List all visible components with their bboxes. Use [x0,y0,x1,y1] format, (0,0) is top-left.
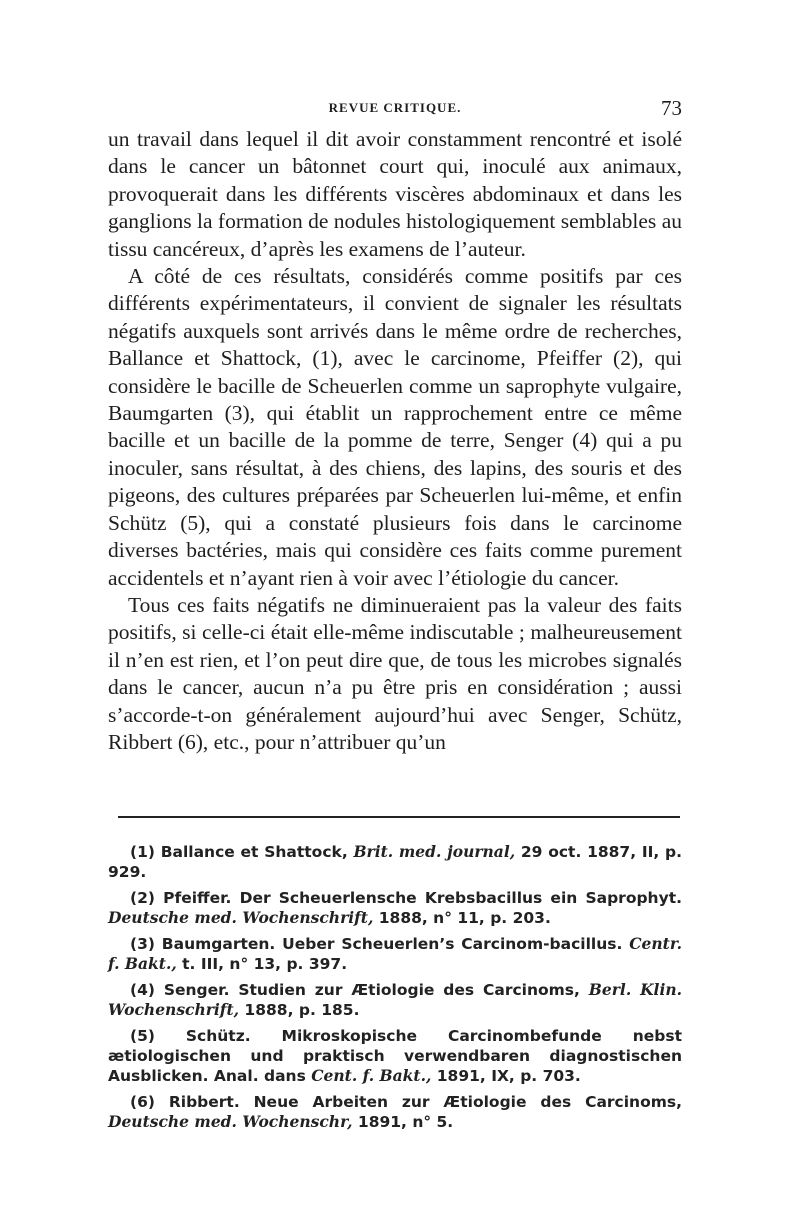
page-number: 73 [661,96,682,120]
paragraph-conclusion: Tous ces faits négatifs ne diminueraient pas la valeur des faits positifs, si celle-ci était elle-même indiscutable ; malheureusement il n’en est rien, et l’on peut dire que, de tous les microbes signalés dans le cancer, aucun n’a pu être pris en considération ; aussi s’accorde-t-on généralement aujourd’hui avec Senger, Schütz, Ribbert (6), etc., pour n’attribuer qu’un [108,592,682,754]
footnote-citation: 1888, p. 185. [239,1001,360,1019]
footnote-source: Brit. med. journal, [353,842,516,861]
footnote-5 [108,1026,682,1086]
footnote-source: Cent. f. Bakt., [311,1066,432,1085]
footnote-source: Berl. Klin. Wochenschrift, [108,980,682,1019]
paragraph-continuation: un travail dans lequel il dit avoir constamment rencontré et isolé dans le cancer un bâtonnet court qui, inoculé aux animaux, provoquerait dans les différents viscères abdominaux et dans les ganglions la formation de nodules histologiquement semblables au tissu cancéreux, d’après les examens de l’auteur. [108,127,682,261]
footnote-text: (4) Senger. Studien zur Ætiologie des Carcinoms, [130,981,589,999]
footnote-text: (5) Schütz. Mikroskopische Carcinombefunde nebst ætiologischen und praktisch verwendbaren diagnostischen Ausblicken. Anal. dans [108,1027,682,1085]
footnote-text: (1) Ballance et Shattock, [130,843,354,861]
footnote-citation: 1891, IX, p. 703. [431,1067,581,1085]
body-text [108,126,682,756]
footnote-text: (6) Ribbert. Neue Arbeiten zur Ætiologie des Carcinoms, [130,1093,682,1111]
footnote-6 [108,1092,682,1132]
running-head: REVUE CRITIQUE. [328,100,462,115]
footnote-citation: 29 oct. 1887, II, p. 929. [108,843,682,881]
footnote-1 [108,842,682,882]
footnote-citation: 1891, n° 5. [352,1113,454,1131]
footnote-3 [108,934,682,974]
footnote-divider [118,816,680,818]
footnote-source: Centr. f. Bakt., [108,934,682,973]
footnote-2 [108,888,682,928]
footnote-source: Deutsche med. Wochenschrift, [108,908,374,927]
page-header [108,96,682,120]
footnote-text: (3) Baumgarten. Ueber Scheuerlen’s Carcinom-bacillus. [130,935,630,953]
footnote-citation: 1888, n° 11, p. 203. [373,909,551,927]
footnote-text: (2) Pfeiffer. Der Scheuerlensche Krebsbacillus ein Saprophyt. [130,889,682,907]
footnote-source: Deutsche med. Wochenschr, [108,1112,353,1131]
paragraph-negative-results: A côté de ces résultats, considérés comme positifs par ces différents expérimentateurs, il convient de signaler les résultats négatifs auxquels sont arrivés dans le même ordre de recherches, Ballance et Shattock, (1), avec le carcinome, Pfeiffer (2), qui considère le bacille de Scheuerlen comme un saprophyte vulgaire, Baumgarten (3), qui établit un rapprochement entre ce même bacille et un bacille de la pomme de terre, Senger (4) qui a pu inoculer, sans résultat, à des chiens, des lapins, des souris et des pigeons, des cultures préparées par Scheuerlen lui-même, et enfin Schütz (5), qui a constaté plusieurs fois dans le carcinome diverses bactéries, mais qui considère ces faits comme purement accidentels et n’ayant rien à voir avec l’étiologie du cancer. [108,264,682,590]
footnote-citation: t. III, n° 13, p. 397. [176,955,348,973]
footnotes [108,842,682,1138]
footnote-4 [108,980,682,1020]
